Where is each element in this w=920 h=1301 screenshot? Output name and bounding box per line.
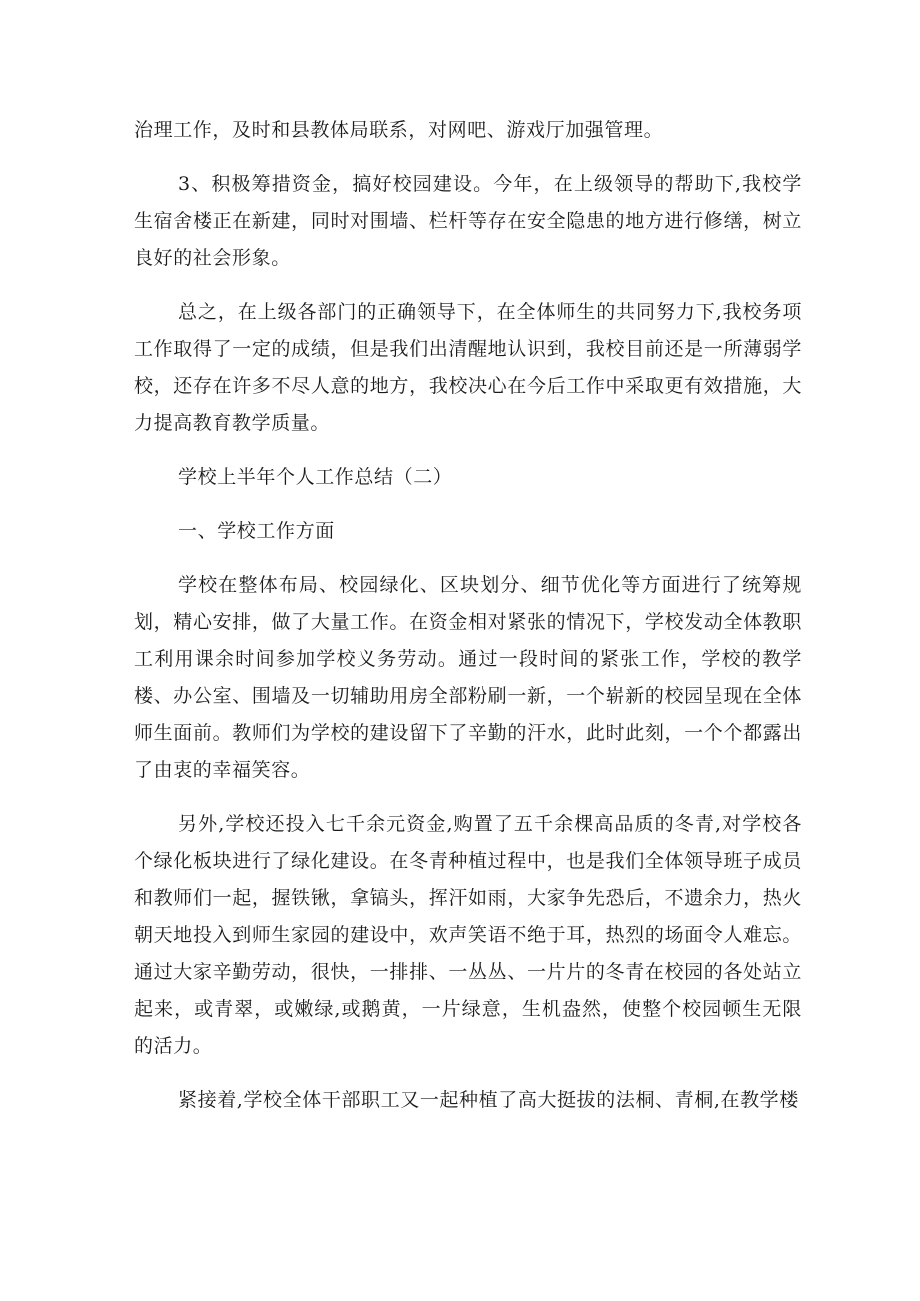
paragraph-summary: 总之，在上级各部门的正确领导下，在全体师生的共同努力下,我校务项工作取得了一定的成绩，但是我们出清醒地认识到，我校目前还是一所薄弱学校，还存在许多不尽人意的地方，我校决心在今后工作中采取更有效措施，大力提高教育教学质量。	[134, 301, 802, 434]
paragraph-campus-funding: 3、积极筹措资金，搞好校园建设。今年，在上级领导的帮助下,我校学生宿舍楼正在新建，同时对围墙、栏杆等存在安全隐患的地方进行修缮，树立良好的社会形象。	[134, 173, 802, 269]
subsection-heading: 一、学校工作方面	[178, 520, 335, 542]
paragraph-tree-planting: 紧接着,学校全体干部职工又一起种植了高大挺拔的法桐、青桐,在教学楼	[178, 1089, 799, 1111]
paragraph-greening: 另外,学校还投入七千余元资金,购置了五千余棵高品质的冬青,对学校各个绿化板块进行了绿化建设。在冬青种植过程中，也是我们全体领导班子成员和教师们一起，握铁锹，拿镐头，挥汗如雨，大家争先恐后，不遗余力，热火朝天地投入到师生家园的建设中，欢声笑语不绝于耳，热烈的场面令人难忘。通过大家辛勤劳动，很快，一排排、一丛丛、一片片的冬青在校园的各处站立起来，或青翠，或嫩绿,或鹅黄，一片绿意，生机盎然，使整个校园顿生无限的活力。	[134, 813, 802, 1057]
paragraph-continuation: 治理工作，及时和县教体局联系，对网吧、游戏厅加强管理。	[134, 119, 664, 141]
section-title: 学校上半年个人工作总结（二）	[178, 466, 453, 488]
paragraph-layout-planning: 学校在整体布局、校园绿化、区块划分、细节优化等方面进行了统筹规划，精心安排，做了大量工作。在资金相对紧张的情况下，学校发动全体教职工利用课余时间参加学校义务劳动。通过一段时间的紧张工作，学校的教学楼、办公室、围墙及一切辅助用房全部粉刷一新，一个崭新的校园呈现在全体师生面前。教师们为学校的建设留下了辛勤的汗水，此时此刻，一个个都露出了由衷的幸福笑容。	[134, 574, 802, 781]
